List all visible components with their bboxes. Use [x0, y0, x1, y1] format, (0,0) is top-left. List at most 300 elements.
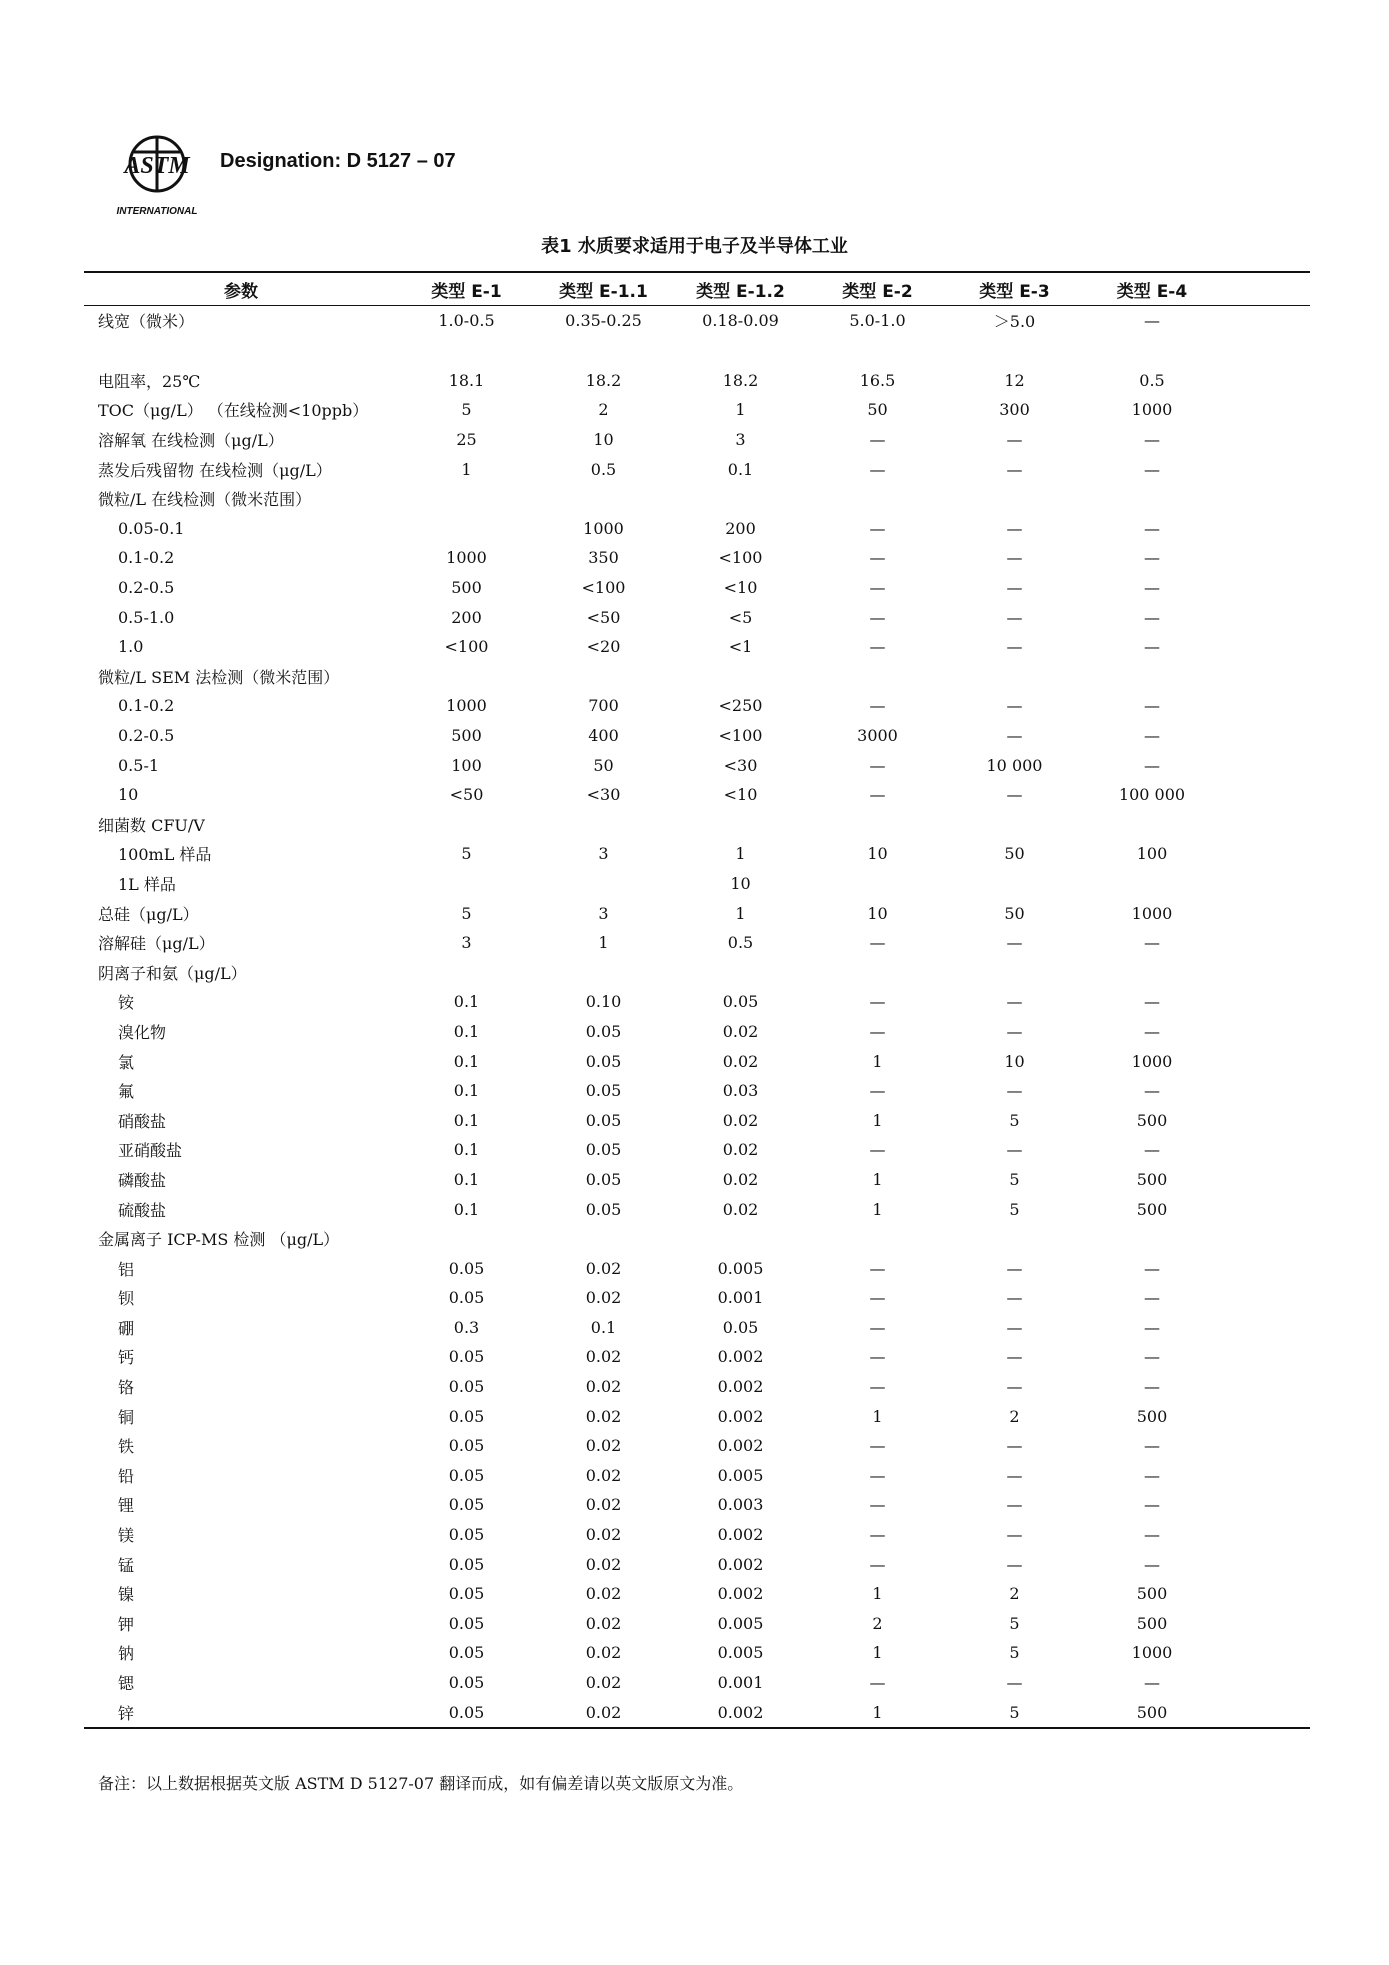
table-row — [84, 898, 1310, 928]
table-row — [84, 1224, 1310, 1254]
row-value: 0.05 — [585, 1110, 622, 1130]
table-row — [84, 1253, 1310, 1283]
row-value: — — [1006, 1288, 1023, 1308]
table-row — [84, 1283, 1310, 1313]
row-parameter: 0.2-0.5 — [118, 578, 175, 598]
row-parameter: 锰 — [118, 1555, 135, 1575]
row-value: 1 — [872, 1406, 883, 1426]
row-value: 0.002 — [717, 1406, 764, 1426]
row-value: 5 — [1009, 1110, 1020, 1130]
row-value: 3 — [735, 430, 746, 450]
table-row — [84, 810, 1310, 840]
row-value: 0.001 — [717, 1288, 764, 1308]
row-value: 0.1 — [453, 1169, 480, 1189]
row-parameter: 0.1-0.2 — [118, 548, 175, 568]
row-value: 500 — [1136, 1406, 1168, 1426]
row-parameter: 阴离子和氨（μg/L） — [98, 963, 247, 983]
row-value: 0.02 — [585, 1643, 622, 1663]
footnote: 备注：以上数据根据英文版 ASTM D 5127-07 翻译而成，如有偏差请以英文版原文为准。 — [98, 1774, 744, 1793]
row-value: — — [1144, 1495, 1160, 1515]
table-row — [84, 514, 1310, 544]
table-row — [84, 1549, 1310, 1579]
row-value: 0.1 — [453, 1021, 480, 1041]
row-value: 1 — [872, 1199, 883, 1219]
row-value: — — [1006, 1554, 1023, 1574]
row-value: — — [1006, 992, 1023, 1012]
table-header-row — [84, 273, 1310, 305]
row-value: 0.1 — [453, 1199, 480, 1219]
row-value: 50 — [867, 400, 888, 420]
row-value: 500 — [1136, 1110, 1168, 1130]
row-value: 0.02 — [585, 1613, 622, 1633]
row-value: 0.05 — [448, 1554, 485, 1574]
row-value: — — [1006, 1258, 1023, 1278]
row-parameter: 铁 — [118, 1437, 135, 1457]
row-value: <50 — [586, 607, 621, 627]
table-bottom-rule — [84, 1727, 1310, 1729]
row-parameter: 铜 — [118, 1407, 135, 1427]
row-value: — — [1006, 637, 1023, 657]
row-value: 0.02 — [722, 1199, 759, 1219]
row-value: 5 — [1009, 1199, 1020, 1219]
row-value: 0.05 — [448, 1613, 485, 1633]
row-value: — — [1006, 1525, 1023, 1545]
row-value: 2 — [872, 1613, 883, 1633]
row-value: 0.1 — [453, 1051, 480, 1071]
row-value: <1 — [728, 637, 753, 657]
table-row — [84, 1342, 1310, 1372]
row-value: 200 — [725, 518, 756, 538]
row-value: — — [1144, 696, 1160, 716]
row-parameter: 线宽（微米） — [98, 312, 195, 332]
row-value: 1 — [872, 1702, 883, 1722]
row-parameter: 镍 — [118, 1585, 135, 1605]
table-row — [84, 395, 1310, 425]
row-value: 0.02 — [722, 1140, 759, 1160]
table-row — [84, 750, 1310, 780]
row-parameter: 硼 — [118, 1318, 135, 1338]
row-value: — — [869, 1317, 886, 1337]
row-value: <50 — [449, 785, 484, 805]
row-value: — — [869, 459, 886, 479]
table-row — [84, 987, 1310, 1017]
row-value: — — [869, 1554, 886, 1574]
table-body — [84, 306, 1310, 1727]
row-value: 10 — [867, 844, 888, 864]
row-value: — — [1006, 607, 1023, 627]
row-value: 10 — [730, 873, 751, 893]
row-parameter: 蒸发后残留物 在线检测（μg/L） — [98, 460, 332, 480]
row-value: 0.1 — [453, 992, 480, 1012]
table-row — [84, 1372, 1310, 1402]
row-value: 1 — [598, 933, 609, 953]
document-header — [108, 130, 808, 220]
row-value: 0.02 — [585, 1347, 622, 1367]
row-parameter: 溶解硅（μg/L） — [98, 934, 215, 954]
logo-text: ASTM — [124, 153, 190, 179]
row-parameter: 硝酸盐 — [118, 1111, 167, 1131]
row-value: 0.05 — [448, 1673, 485, 1693]
table-row — [84, 721, 1310, 751]
row-value: ＞5.0 — [993, 312, 1036, 332]
row-value: 100 — [451, 755, 482, 775]
row-value: 0.02 — [585, 1584, 622, 1604]
row-value: 0.05 — [448, 1436, 485, 1456]
row-value: 0.1 — [727, 459, 754, 479]
row-value: 0.1 — [590, 1317, 617, 1337]
row-value: 500 — [451, 578, 482, 598]
row-parameter: 磷酸盐 — [118, 1170, 167, 1190]
row-value: — — [1144, 637, 1160, 657]
row-value: — — [1006, 1081, 1023, 1101]
table-row — [84, 573, 1310, 603]
row-value: 1.0-0.5 — [438, 311, 495, 331]
row-value: 0.05 — [585, 1021, 622, 1041]
row-value: 700 — [588, 696, 619, 716]
water-quality-table — [84, 271, 1310, 1729]
row-value: — — [869, 992, 886, 1012]
row-value: 0.001 — [717, 1673, 764, 1693]
row-value: — — [1144, 1525, 1160, 1545]
row-value: 1 — [872, 1110, 883, 1130]
row-value: — — [1006, 430, 1023, 450]
row-value: — — [1144, 607, 1160, 627]
row-value: 18.2 — [722, 370, 759, 390]
row-value: — — [1144, 1317, 1160, 1337]
row-value: — — [869, 1081, 886, 1101]
column-header: 类型 E-1.2 — [696, 281, 785, 302]
row-value: 5 — [1009, 1169, 1020, 1189]
table-row — [84, 1135, 1310, 1165]
row-value: 0.005 — [717, 1465, 764, 1485]
row-value: — — [1144, 933, 1160, 953]
row-value: 50 — [1004, 844, 1025, 864]
table-row — [84, 1046, 1310, 1076]
row-parameter: 氯 — [118, 1052, 135, 1072]
row-value: 0.005 — [717, 1613, 764, 1633]
row-parameter: 溴化物 — [118, 1022, 167, 1042]
table-row — [84, 662, 1310, 692]
row-parameter: 铵 — [118, 993, 135, 1013]
table-row — [84, 1076, 1310, 1106]
row-value: 1000 — [1131, 1643, 1173, 1663]
row-parameter: 10 — [118, 785, 139, 805]
row-value: 100 000 — [1118, 785, 1186, 805]
row-value: 0.02 — [585, 1288, 622, 1308]
row-value: <5 — [728, 607, 753, 627]
row-value: 3 — [598, 903, 609, 923]
row-value: — — [1006, 1347, 1023, 1367]
row-parameter: 钠 — [118, 1644, 135, 1664]
row-value: 500 — [1136, 1169, 1168, 1189]
row-value: 18.1 — [448, 370, 485, 390]
row-value: — — [1006, 1021, 1023, 1041]
row-value: 1 — [872, 1051, 883, 1071]
row-value: — — [1144, 459, 1160, 479]
row-value: — — [1144, 311, 1160, 331]
row-value: 0.5 — [727, 933, 754, 953]
row-parameter: 硫酸盐 — [118, 1200, 167, 1220]
row-value: 0.005 — [717, 1643, 764, 1663]
column-header: 类型 E-1 — [431, 281, 502, 302]
row-parameter: 铅 — [118, 1466, 135, 1486]
row-parameter: 金属离子 ICP-MS 检测 （μg/L） — [98, 1230, 340, 1250]
row-value: — — [869, 933, 886, 953]
row-parameter: 0.5-1.0 — [118, 607, 175, 627]
row-value: — — [1144, 548, 1160, 568]
row-value: 0.10 — [585, 992, 622, 1012]
row-value: 5 — [1009, 1643, 1020, 1663]
row-value: — — [1144, 1377, 1160, 1397]
row-parameter: 钙 — [118, 1348, 135, 1368]
table-row — [84, 366, 1310, 396]
row-value: 0.002 — [717, 1436, 764, 1456]
row-value: — — [1144, 1465, 1160, 1485]
row-parameter: 0.1-0.2 — [118, 696, 175, 716]
row-value: 0.02 — [722, 1169, 759, 1189]
row-value: — — [1144, 1140, 1160, 1160]
row-value: — — [1144, 1347, 1160, 1367]
row-value: — — [1144, 1673, 1160, 1693]
table-row — [84, 1579, 1310, 1609]
logo-subtext: INTERNATIONAL — [116, 206, 198, 217]
row-value: 0.1 — [453, 1110, 480, 1130]
row-value: 0.05 — [448, 1406, 485, 1426]
row-value: — — [869, 696, 886, 716]
row-value: 0.02 — [585, 1702, 622, 1722]
astm-logo-icon — [108, 130, 206, 218]
row-value: 0.05 — [448, 1525, 485, 1545]
row-value: 1 — [872, 1643, 883, 1663]
row-value: 100 — [1136, 844, 1168, 864]
row-value: 1000 — [1131, 903, 1173, 923]
table-row — [84, 1313, 1310, 1343]
row-value: 500 — [451, 726, 482, 746]
row-value: <100 — [718, 548, 763, 568]
row-value: 0.002 — [717, 1584, 764, 1604]
table-row — [84, 1194, 1310, 1224]
row-value: 0.02 — [585, 1495, 622, 1515]
row-value: — — [869, 1288, 886, 1308]
row-value: 3 — [461, 933, 472, 953]
row-value: — — [1006, 726, 1023, 746]
row-value: 0.5 — [1139, 370, 1165, 390]
table-row — [84, 543, 1310, 573]
row-value: 0.1 — [453, 1081, 480, 1101]
row-parameter: TOC（μg/L） （在线检测<10ppb） — [98, 401, 369, 421]
column-header: 类型 E-4 — [1116, 281, 1188, 302]
row-value: 0.002 — [717, 1347, 764, 1367]
row-value: 1000 — [446, 696, 487, 716]
row-value: — — [1006, 1140, 1023, 1160]
table-row — [84, 1490, 1310, 1520]
row-value: 1000 — [1131, 400, 1173, 420]
row-value: — — [1006, 548, 1023, 568]
row-value: 0.02 — [585, 1673, 622, 1693]
column-header: 类型 E-1.1 — [559, 281, 648, 302]
row-value: — — [1144, 518, 1160, 538]
table-row — [84, 780, 1310, 810]
row-value: 0.02 — [585, 1436, 622, 1456]
row-value: — — [1144, 992, 1160, 1012]
row-value: 0.05 — [448, 1288, 485, 1308]
row-value: 0.02 — [722, 1021, 759, 1041]
row-value: — — [869, 1021, 886, 1041]
row-parameter: 铬 — [118, 1378, 135, 1398]
row-value: 25 — [456, 430, 477, 450]
row-spacer — [84, 336, 1310, 366]
row-value: <100 — [581, 578, 626, 598]
row-value: <100 — [718, 726, 763, 746]
row-value: 0.05 — [722, 992, 759, 1012]
row-value: 50 — [1004, 903, 1025, 923]
row-value: 0.05 — [585, 1140, 622, 1160]
row-value: 1 — [735, 903, 746, 923]
row-value: 5 — [1009, 1702, 1020, 1722]
row-value: 200 — [451, 607, 482, 627]
row-value: 10 — [593, 430, 614, 450]
row-value: 5.0-1.0 — [849, 311, 906, 331]
row-value: <10 — [723, 578, 758, 598]
row-value: — — [869, 1465, 886, 1485]
row-value: 0.05 — [585, 1081, 622, 1101]
row-value: — — [1006, 1436, 1023, 1456]
row-value: — — [869, 578, 886, 598]
row-value: 0.3 — [453, 1317, 480, 1337]
row-parameter: 亚硝酸盐 — [118, 1141, 183, 1161]
row-value: 2 — [1009, 1584, 1020, 1604]
row-value: 0.05 — [448, 1643, 485, 1663]
row-value: 0.02 — [585, 1465, 622, 1485]
table-row — [84, 632, 1310, 662]
row-parameter: 0.2-0.5 — [118, 726, 175, 746]
row-value: 0.05 — [448, 1495, 485, 1515]
row-value: — — [1144, 1081, 1160, 1101]
table-row — [84, 454, 1310, 484]
row-value: — — [1144, 578, 1160, 598]
table-row — [84, 1461, 1310, 1491]
row-value: 0.05 — [448, 1702, 485, 1722]
row-value: <100 — [444, 637, 489, 657]
row-value: — — [1006, 459, 1023, 479]
row-parameter: 1L 样品 — [118, 874, 176, 894]
row-parameter: 细菌数 CFU/V — [98, 815, 205, 835]
table-row — [84, 1401, 1310, 1431]
row-value: 0.5 — [590, 459, 617, 479]
row-value: 0.05 — [722, 1317, 759, 1337]
row-value: 400 — [588, 726, 619, 746]
row-value: — — [869, 1377, 886, 1397]
row-value: — — [869, 1673, 886, 1693]
row-value: 0.005 — [717, 1258, 764, 1278]
row-value: — — [1006, 785, 1023, 805]
row-value: 0.02 — [585, 1525, 622, 1545]
row-value: 0.05 — [448, 1584, 485, 1604]
row-value: 1 — [872, 1169, 883, 1189]
table-row — [84, 839, 1310, 869]
row-parameter: 0.5-1 — [118, 755, 160, 775]
row-value: 0.02 — [585, 1377, 622, 1397]
table-row — [84, 1697, 1310, 1727]
row-value: 50 — [593, 755, 614, 775]
column-header: 类型 E-2 — [842, 281, 913, 302]
row-value: 0.002 — [717, 1702, 764, 1722]
row-value: — — [1006, 933, 1023, 953]
row-value: 1 — [735, 400, 746, 420]
row-value: — — [869, 518, 886, 538]
table-row — [84, 928, 1310, 958]
row-value: 1000 — [1131, 1051, 1173, 1071]
row-value: — — [869, 607, 886, 627]
table-row — [84, 484, 1310, 514]
row-value: — — [1006, 1495, 1023, 1515]
row-value: 0.05 — [448, 1258, 485, 1278]
row-parameter: 氟 — [118, 1082, 135, 1102]
row-value: — — [869, 1258, 886, 1278]
row-parameter: 钾 — [118, 1614, 135, 1634]
table-row — [84, 425, 1310, 455]
row-value: 1 — [872, 1584, 883, 1604]
row-value: 0.02 — [585, 1406, 622, 1426]
row-value: 500 — [1136, 1584, 1168, 1604]
row-value: — — [1006, 1377, 1023, 1397]
row-value: — — [1144, 1258, 1160, 1278]
row-value: 0.002 — [717, 1377, 764, 1397]
row-value: — — [869, 1495, 886, 1515]
row-value: — — [1006, 518, 1023, 538]
row-value: 0.03 — [722, 1081, 759, 1101]
row-parameter: 铝 — [118, 1259, 135, 1279]
row-value: 3 — [598, 844, 609, 864]
row-value: 2 — [1009, 1406, 1020, 1426]
row-value: 18.2 — [585, 370, 622, 390]
row-value: 300 — [999, 400, 1030, 420]
row-value: — — [869, 637, 886, 657]
row-value: 12 — [1004, 370, 1025, 390]
row-value: 0.02 — [722, 1110, 759, 1130]
row-parameter: 微粒/L SEM 法检测（微米范围） — [98, 667, 340, 687]
row-value: 1000 — [446, 548, 487, 568]
row-parameter: 1.0 — [118, 637, 144, 657]
row-value: 0.02 — [585, 1258, 622, 1278]
row-value: 0.002 — [717, 1554, 764, 1574]
row-value: 10 — [1004, 1051, 1025, 1071]
row-value: 10 000 — [986, 755, 1043, 775]
row-parameter: 锶 — [118, 1674, 135, 1694]
table-row — [84, 602, 1310, 632]
row-value: 1000 — [583, 518, 624, 538]
row-value: — — [869, 785, 886, 805]
row-value: 0.002 — [717, 1525, 764, 1545]
row-value: — — [1144, 1436, 1160, 1456]
row-parameter: 0.05-0.1 — [118, 518, 185, 538]
row-value: — — [1144, 1554, 1160, 1574]
row-value: — — [869, 755, 886, 775]
row-value: <10 — [723, 785, 758, 805]
row-value: <20 — [586, 637, 621, 657]
column-header: 参数 — [224, 281, 258, 302]
row-value: — — [1144, 430, 1160, 450]
row-value: <250 — [718, 696, 763, 716]
row-value: — — [869, 1347, 886, 1367]
column-header: 类型 E-3 — [979, 281, 1050, 302]
table-row — [84, 1668, 1310, 1698]
row-value: — — [869, 430, 886, 450]
row-value: — — [869, 548, 886, 568]
row-value: — — [1144, 755, 1160, 775]
row-value: 350 — [588, 548, 619, 568]
row-value: — — [1144, 1288, 1160, 1308]
